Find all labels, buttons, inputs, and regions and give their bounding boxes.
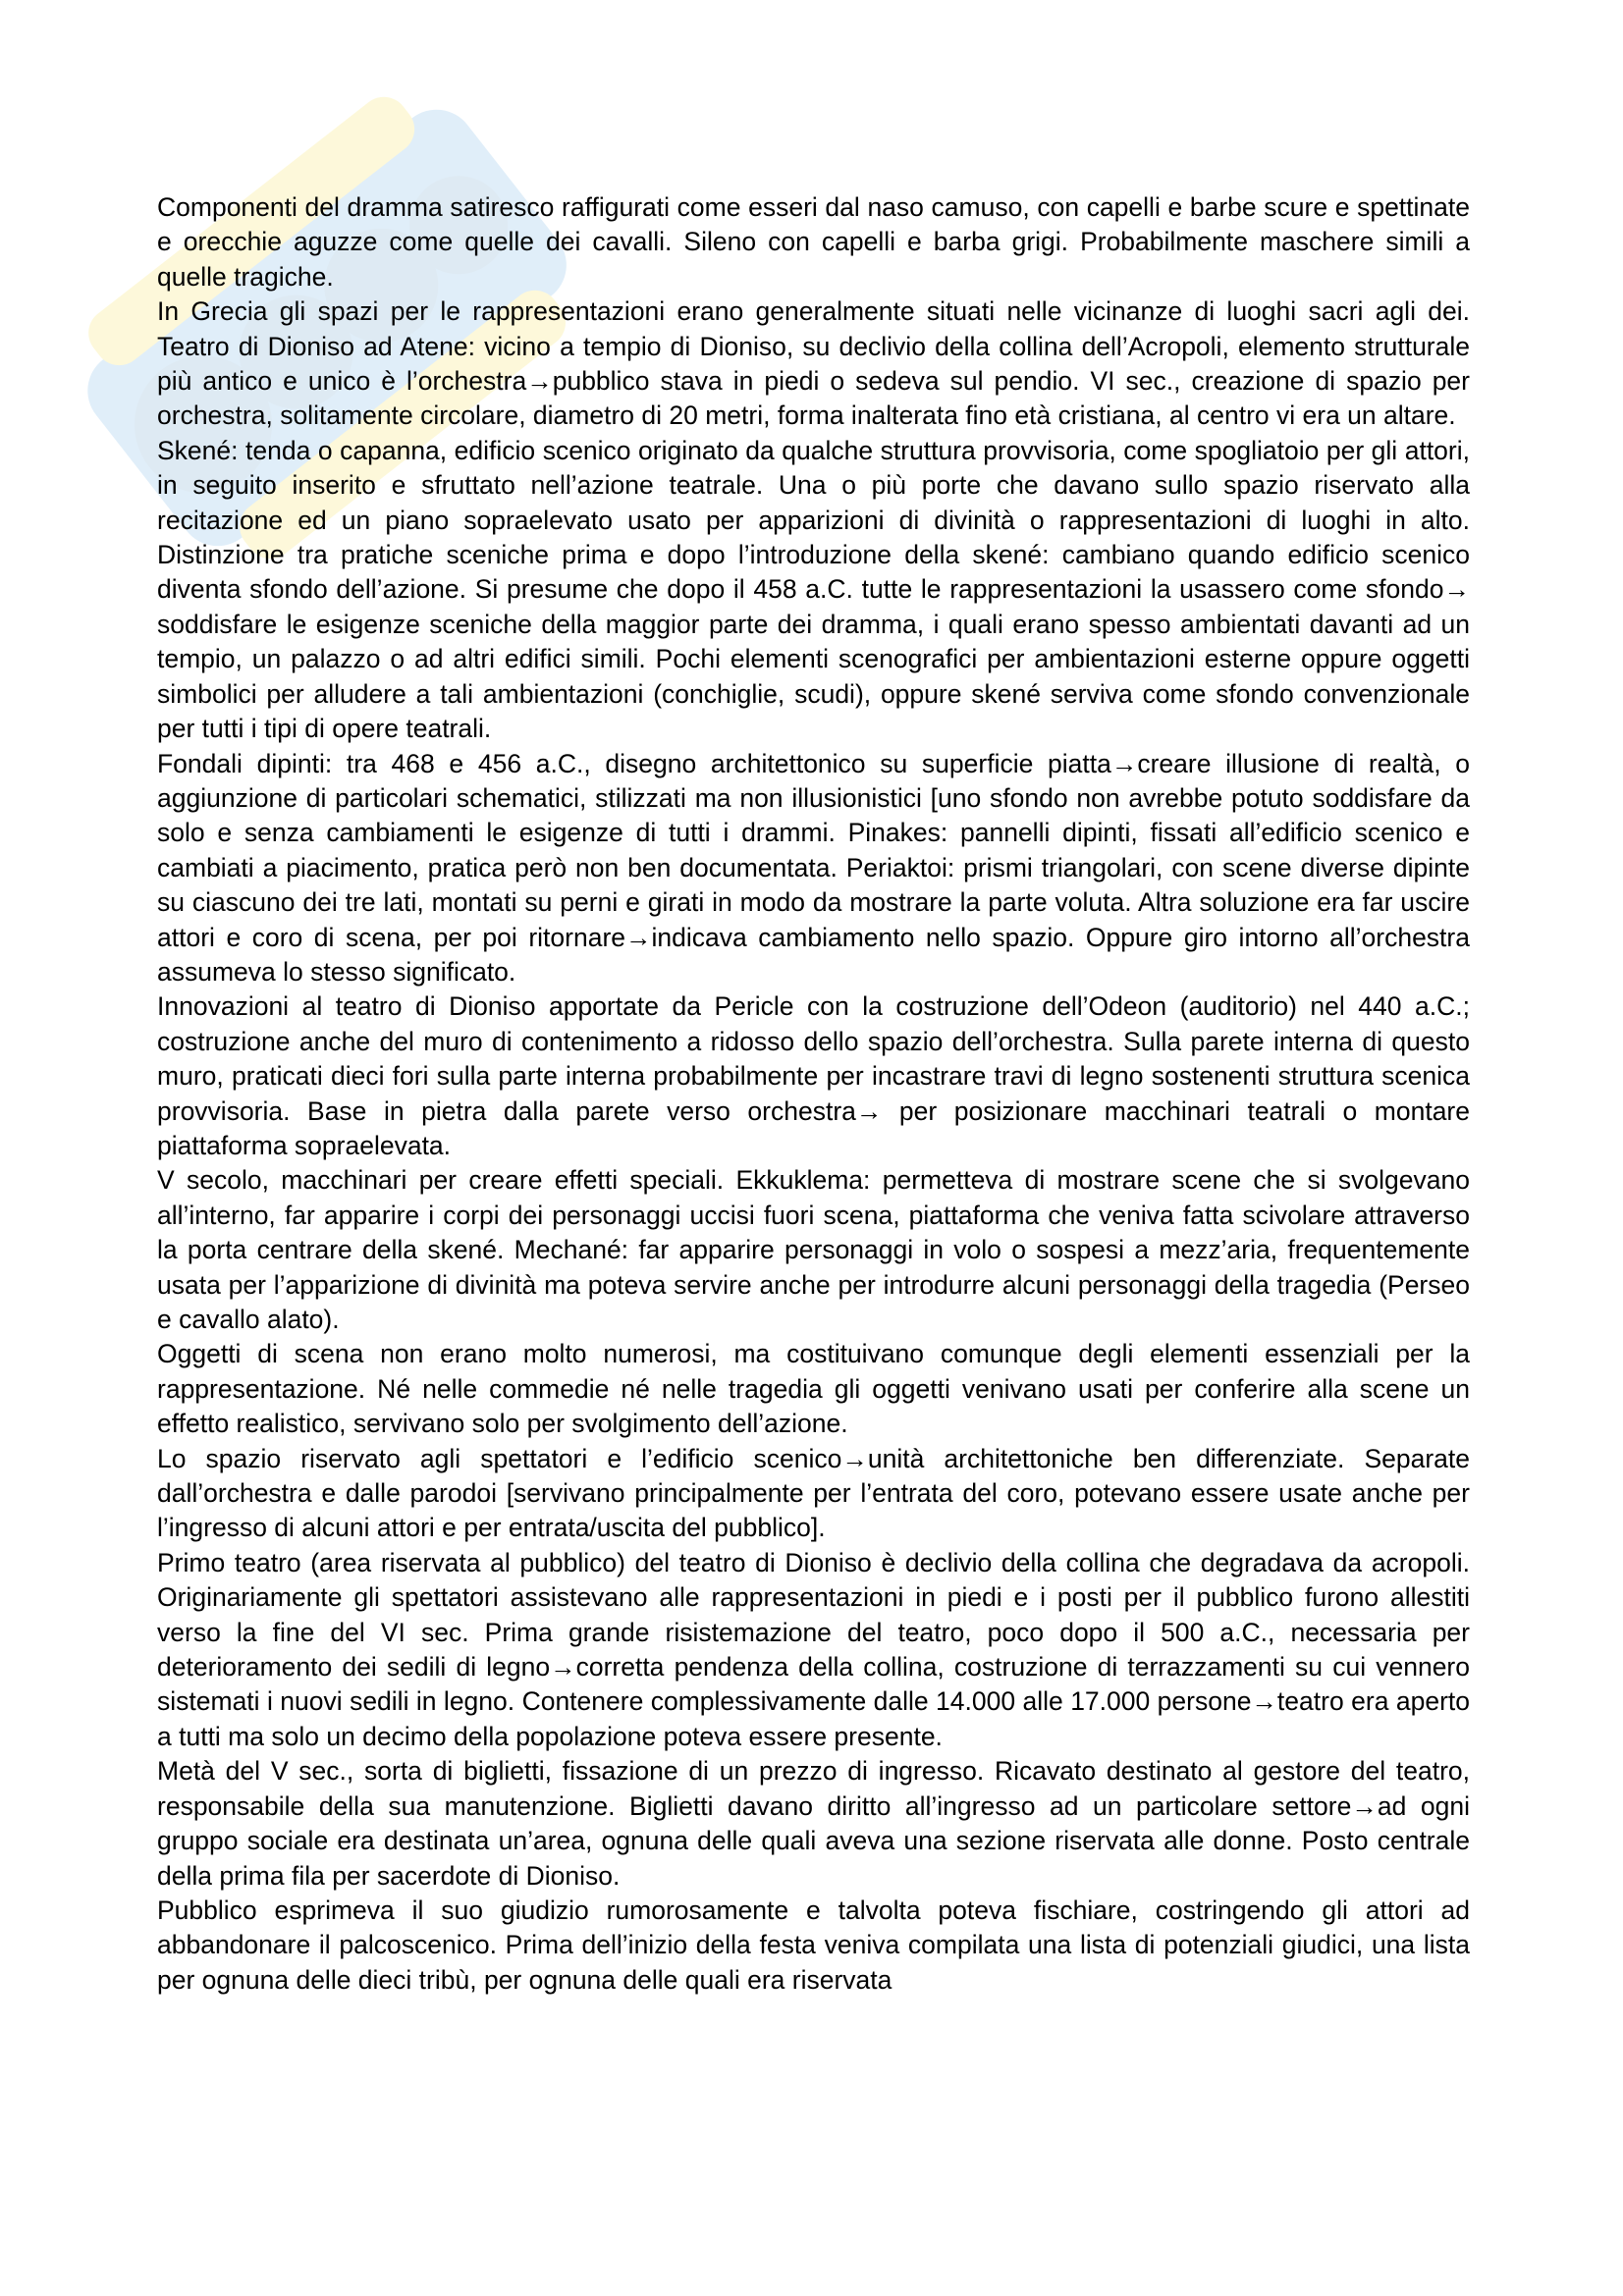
paragraph: Innovazioni al teatro di Dioniso apportate da Pericle con la costruzione dell’Odeon (auditorio) nel 440 a.C.; costruzione anche del muro di contenimento a ridosso dello spazio dell’orchestra. Sulla parete interna di questo muro, praticati dieci fori sulla parte interna probabilmente per incastrare travi di legno sostenenti struttura scenica provvisoria. Base in pietra dalla parete verso orchestra→ per posizionare macchinari teatrali o montare piattaforma sopraelevata.	[157, 991, 1470, 1160]
paragraph: In Grecia gli spazi per le rappresentazioni erano generalmente situati nelle vicinanze di luoghi sacri agli dei. Teatro di Dioniso ad Atene: vicino a tempio di Dioniso, su declivio della collina dell’Acropoli, elemento strutturale più antico e unico è l’orchestra→pubblico stava in piedi o sedeva sul pendio. VI sec., creazione di spazio per orchestra, solitamente circolare, diametro di 20 metri, forma inalterata fino età cristiana, al centro vi era un altare.	[157, 296, 1470, 431]
document-text	[157, 190, 1470, 1998]
paragraph: Fondali dipinti: tra 468 e 456 a.C., disegno architettonico su superficie piatta→creare illusione di realtà, o aggiunzione di particolari schematici, stilizzati ma non illusionistici [uno sfondo non avrebbe potuto soddisfare da solo e senza cambiamenti le esigenze di tutti i drammi. Pinakes: pannelli dipinti, fissati all’edificio scenico e cambiati a piacimento, pratica però non ben documentata. Periaktoi: prismi triangolari, con scene diverse dipinte su ciascuno dei tre lati, montati su perni e girati in modo da mostrare la parte voluta. Altra soluzione era far uscire attori e coro di scena, per poi ritornare→indicava cambiamento nello spazio. Oppure giro intorno all’orchestra assumeva lo stesso significato.	[157, 748, 1470, 987]
paragraph: Primo teatro (area riservata al pubblico) del teatro di Dioniso è declivio della collina che degradava da acropoli. Originariamente gli spettatori assistevano alle rappresentazioni in piedi e i posti per il pubblico furono allestiti verso la fine del VI sec. Prima grande risistemazione del teatro, poco dopo il 500 a.C., necessaria per deterioramento dei sedili di legno→corretta pendenza della collina, costruzione di terrazzamenti su cui vennero sistemati i nuovi sedili in legno. Contenere complessivamente dalle 14.000 alle 17.000 persone→teatro era aperto a tutti ma solo un decimo della popolazione poteva essere presente.	[157, 1547, 1470, 1751]
paragraph: Pubblico esprimeva il suo giudizio rumorosamente e talvolta poteva fischiare, costringendo gli attori ad abbandonare il palcoscenico. Prima dell’inizio della festa veniva compilata una lista di potenziali giudici, una lista per ognuna delle dieci tribù, per ognuna delle quali era riservata	[157, 1895, 1470, 1995]
paragraph: Metà del V sec., sorta di biglietti, fissazione di un prezzo di ingresso. Ricavato destinato al gestore del teatro, responsabile della sua manutenzione. Biglietti davano diritto all’ingresso ad un particolare settore→ad ogni gruppo sociale era destinata un’area, ognuna delle quali aveva una sezione riservata alle donne. Posto centrale della prima fila per sacerdote di Dioniso.	[157, 1756, 1470, 1891]
paragraph: Oggetti di scena non erano molto numerosi, ma costituivano comunque degli elementi essenziali per la rappresentazione. Né nelle commedie né nelle tragedia gli oggetti venivano usati per conferire alla scene un effetto realistico, servivano solo per svolgimento dell’azione.	[157, 1339, 1470, 1439]
paragraph: V secolo, macchinari per creare effetti speciali. Ekkuklema: permetteva di mostrare scene che si svolgevano all’interno, far apparire i corpi dei personaggi uccisi fuori scena, piattaforma che veniva fatta scivolare attraverso la porta centrare della skené. Mechané: far apparire personaggi in volo o sospesi a mezz’aria, frequentemente usata per l’apparizione di divinità ma poteva servire anche per introdurre alcuni personaggi della tragedia (Perseo e cavallo alato).	[157, 1165, 1470, 1334]
paragraph: Componenti del dramma satiresco raffigurati come esseri dal naso camuso, con capelli e barbe scure e spettinate e orecchie aguzze come quelle dei cavalli. Sileno con capelli e barba grigi. Probabilmente maschere simili a quelle tragiche.	[157, 192, 1470, 292]
paragraph: Skené: tenda o capanna, edificio scenico originato da qualche struttura provvisoria, come spogliatoio per gli attori, in seguito inserito e sfruttato nell’azione teatrale. Una o più porte che davano sullo spazio riservato alla recitazione ed un piano sopraelevato usato per apparizioni di divinità o rappresentazioni di luoghi in alto. Distinzione tra pratiche sceniche prima e dopo l’introduzione della skené: cambiano quando edificio scenico diventa sfondo dell’azione. Si presume che dopo il 458 a.C. tutte le rappresentazioni la usassero come sfondo→ soddisfare le esigenze sceniche della maggior parte dei dramma, i quali erano spesso ambientati davanti ad un tempio, un palazzo o ad altri edifici simili. Pochi elementi scenografici per ambientazioni esterne oppure oggetti simbolici per alludere a tali ambientazioni (conchiglie, scudi), oppure skené serviva come sfondo convenzionale per tutti i tipi di opere teatrali.	[157, 435, 1470, 744]
paragraph: Lo spazio riservato agli spettatori e l’edificio scenico→unità architettoniche ben differenziate. Separate dall’orchestra e dalle parodoi [servivano principalmente per l’entrata del coro, potevano essere usate anche per l’ingresso di alcuni attori e per entrata/uscita del pubblico].	[157, 1443, 1470, 1543]
